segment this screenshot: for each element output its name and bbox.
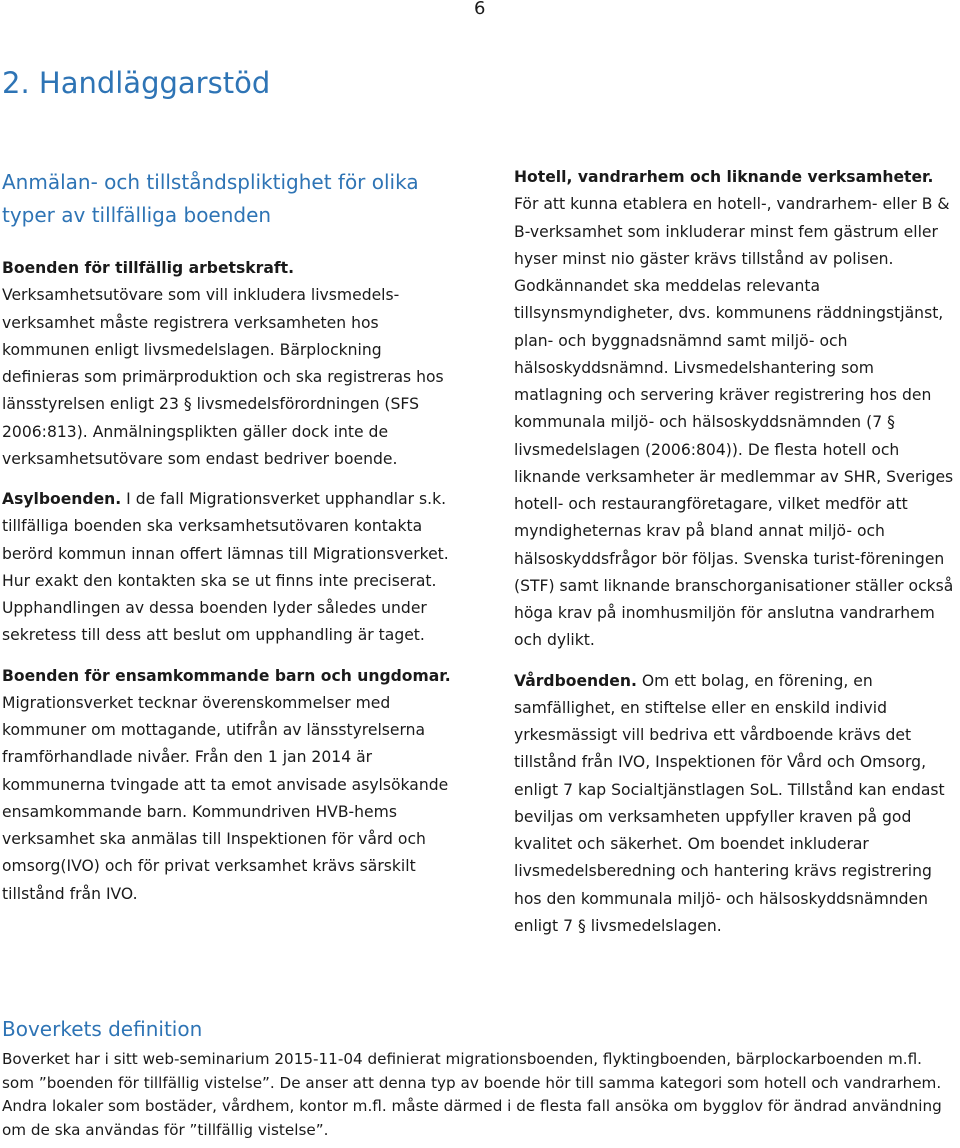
paragraph-vardboenden xyxy=(514,668,960,941)
body-ensamkommande: Migrationsverket tecknar överenskommelser med kommuner om mottagande, utifrån av länsstyrelserna framförhandlade nivåer. Från den 1 jan 2014 är kommunerna tvingade att ta emot anvisade asylsökande ensamkommande barn. Kommundriven HVB-hems verksamhet ska anmälas till Inspektionen för vård och omsorg(IVO) och för privat verksamhet krävs särskilt tillstånd från IVO. xyxy=(2,693,449,903)
left-column xyxy=(2,255,452,908)
lead-arbetskraft: Boenden för tillfällig arbetskraft. xyxy=(2,259,295,277)
body-hotell: För att kunna etablera en hotell-, vandrarhem- eller B & B-verksamhet som inkluderar minst fem gästrum eller hyser minst nio gäster krävs tillstånd av polisen. Godkännandet ska meddelas relevanta tillsynsmyndigheter, dvs. kommunens räddningstjänst, plan- och byggnadsnämnd samt miljö- och hälsoskyddsnämnd. Livsmedelshantering som matlagning och servering kräver registrering hos den kommunala miljö- och hälsoskyddsnämnden (7 § livsmedelslagen (2006:804)). De flesta hotell och liknande verksamheter är medlemmar av SHR, Sveriges hotell- och restaurangföretagare, vilket medför att myndigheternas krav på bland annat miljö- och hälsoskyddsfrågor bör följas. Svenska turist-föreningen (STF) samt liknande branschorganisationer ställer också höga krav på inomhusmiljön för anslutna vandrarhem och dylikt. xyxy=(514,195,954,650)
section-heading-anmalan: Anmälan- och tillståndspliktighet för olika typer av tillfälliga boenden xyxy=(2,170,419,227)
paragraph-boverket: Boverket har i sitt web-seminarium 2015-11-04 definierat migrationsboenden, flyktingboenden, bärplockarboenden m.fl. som ”boenden för tillfällig vistelse”. De anser att denna typ av boende hör till samma kategori som hotell och vandrarhem. Andra lokaler som bostäder, vårdhem, kontor m.fl. måste därmed i de flesta fall ansöka om bygglov för ändrad användning om de ska användas för ”tillfällig vistelse”. xyxy=(2,1050,942,1139)
lead-hotell: Hotell, vandrarhem och liknande verksamheter. xyxy=(514,168,934,186)
section-heading-boverket: Boverkets definition xyxy=(2,1017,203,1041)
paragraph-ensamkommande xyxy=(2,663,452,908)
paragraph-hotell xyxy=(514,164,960,655)
right-column xyxy=(514,164,960,940)
body-vardboenden: Om ett bolag, en förening, en samfällighet, en stiftelse eller en enskild individ yrkesmässigt vill bedriva ett vårdboende krävs det tillstånd från IVO, Inspektionen för Vård och Omsorg, enligt 7 kap Socialtjänstlagen SoL. Tillstånd kan endast beviljas om verksamheten uppfyller kraven på god kvalitet och säkerhet. Om boendet inkluderar livsmedelsberedning och hantering krävs registrering hos den kommunala miljö- och hälsoskyddsnämnden enligt 7 § livsmedelslagen. xyxy=(514,671,945,935)
page-number: 6 xyxy=(474,0,486,19)
paragraph-arbetskraft xyxy=(2,255,452,473)
lead-vardboenden: Vårdboenden. xyxy=(514,671,637,690)
lead-ensamkommande: Boenden för ensamkommande barn och ungdomar. xyxy=(2,666,451,685)
lead-asylboenden: Asylboenden. xyxy=(2,490,122,508)
chapter-title: 2. Handläggarstöd xyxy=(2,66,271,100)
body-asylboenden: I de fall Migrationsverket upphandlar s.k. tillfälliga boenden ska verksamhetsutövaren kontakta berörd kommun innan offert lämnas till Migrationsverket. Hur exakt den kontakten ska se ut finns inte preciserat. Upphandlingen av dessa boenden lyder således under sekretess till dess att beslut om upphandling är taget. xyxy=(2,490,449,645)
paragraph-asylboenden xyxy=(2,486,452,650)
body-arbetskraft: Verksamhetsutövare som vill inkludera livsmedels-verksamhet måste registrera verksamheten hos kommunen enligt livsmedelslagen. Bärplockning definieras som primärproduktion och ska registreras hos länsstyrelsen enligt 23 § livsmedelsförordningen (SFS 2006:813). Anmälningsplikten gäller dock inte de verksamhetsutövare som endast bedriver boende. xyxy=(2,286,444,468)
